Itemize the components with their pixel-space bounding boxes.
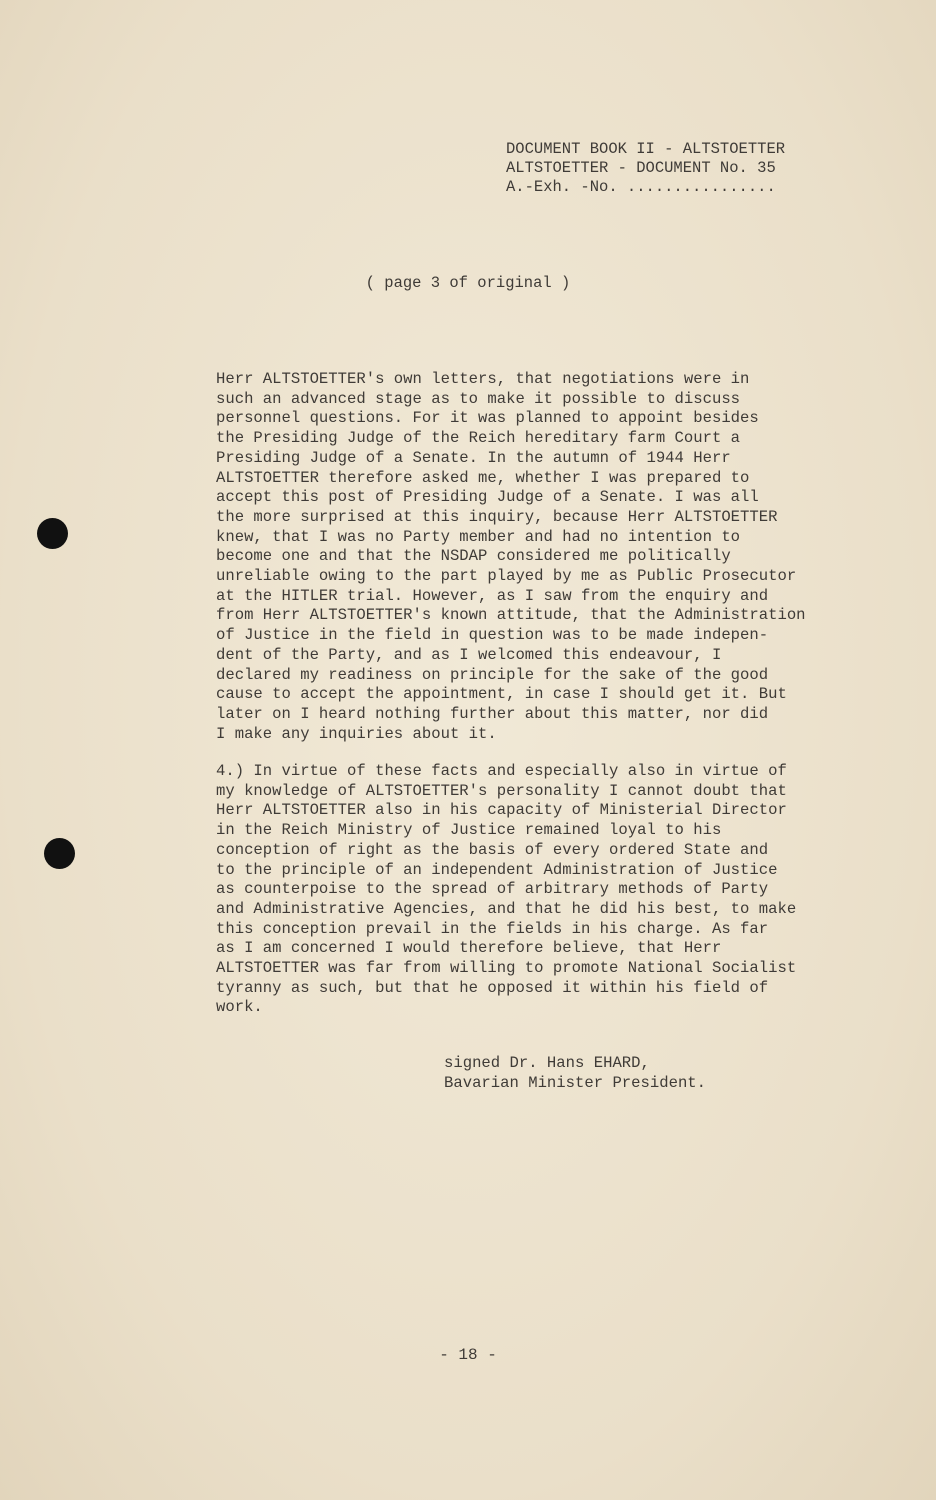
text-line: at the HITLER trial. However, as I saw from the enquiry and	[216, 586, 769, 605]
text-line: as counterpoise to the spread of arbitrary methods of Party	[216, 880, 769, 899]
text-line: accept this post of Presiding Judge of a Senate. I was all	[216, 488, 759, 507]
header-line-2: ALTSTOETTER - DOCUMENT No. 35	[506, 159, 776, 177]
text-line: personnel questions. For it was planned to appoint besides	[216, 409, 759, 428]
page-number: - 18 -	[439, 1346, 497, 1364]
text-line: Herr ALTSTOETTER also in his capacity of Ministerial Director	[216, 801, 787, 820]
text-line: become one and that the NSDAP considered me politically	[216, 547, 731, 566]
text-line: and Administrative Agencies, and that he did his best, to make	[216, 899, 797, 918]
text-line: I make any inquiries about it.	[216, 724, 497, 743]
header-line-1: DOCUMENT BOOK II - ALTSTOETTER	[506, 140, 786, 158]
text-line: later on I heard nothing further about this matter, nor did	[216, 704, 769, 723]
text-line: my knowledge of ALTSTOETTER's personality I cannot doubt that	[216, 781, 787, 800]
signature-block	[444, 1054, 706, 1093]
text-line: the Presiding Judge of the Reich hereditary farm Court a	[216, 429, 741, 448]
text-line: ALTSTOETTER was far from willing to promote National Socialist	[216, 959, 797, 978]
text-line: tyranny as such, but that he opposed it within his field of	[216, 978, 769, 997]
text-line: such an advanced stage as to make it possible to discuss	[216, 389, 741, 408]
text-line: knew, that I was no Party member and had no intention to	[216, 527, 741, 546]
paragraph-1	[216, 370, 806, 744]
text-line: declared my readiness on principle for the sake of the good	[216, 665, 769, 684]
text-line: 4.) In virtue of these facts and especially also in virtue of	[216, 762, 787, 780]
text-line: to the principle of an independent Administration of Justice	[216, 860, 778, 879]
text-line: cause to accept the appointment, in case I should get it. But	[216, 685, 787, 704]
text-line: conception of right as the basis of every ordered State and	[216, 840, 769, 859]
text-line: of Justice in the field in question was to be made indepen-	[216, 626, 769, 645]
text-line: in the Reich Ministry of Justice remained loyal to his	[216, 821, 722, 840]
punch-hole	[37, 518, 68, 549]
original-page-reference: ( page 3 of original )	[365, 274, 571, 292]
text-line: unreliable owing to the part played by me as Public Prosecutor	[216, 567, 797, 586]
text-line: Herr ALTSTOETTER's own letters, that negotiations were in	[216, 370, 750, 388]
punch-hole	[44, 838, 75, 869]
paragraph-2	[216, 762, 796, 1018]
document-header	[506, 140, 785, 197]
header-line-3: A.-Exh. -No. ................	[506, 178, 776, 196]
text-line: the more surprised at this inquiry, because Herr ALTSTOETTER	[216, 507, 778, 526]
text-line: as I am concerned I would therefore believe, that Herr	[216, 939, 722, 958]
signature-line-2: Bavarian Minister President.	[444, 1073, 707, 1092]
signature-line-1: signed Dr. Hans EHARD,	[444, 1054, 650, 1072]
text-line: this conception prevail in the fields in his charge. As far	[216, 919, 769, 938]
text-line: Presiding Judge of a Senate. In the autumn of 1944 Herr	[216, 448, 731, 467]
text-line: from Herr ALTSTOETTER's known attitude, that the Administration	[216, 606, 806, 625]
text-line: ALTSTOETTER therefore asked me, whether I was prepared to	[216, 468, 750, 487]
text-line: dent of the Party, and as I welcomed this endeavour, I	[216, 645, 722, 664]
text-line: work.	[216, 998, 263, 1017]
